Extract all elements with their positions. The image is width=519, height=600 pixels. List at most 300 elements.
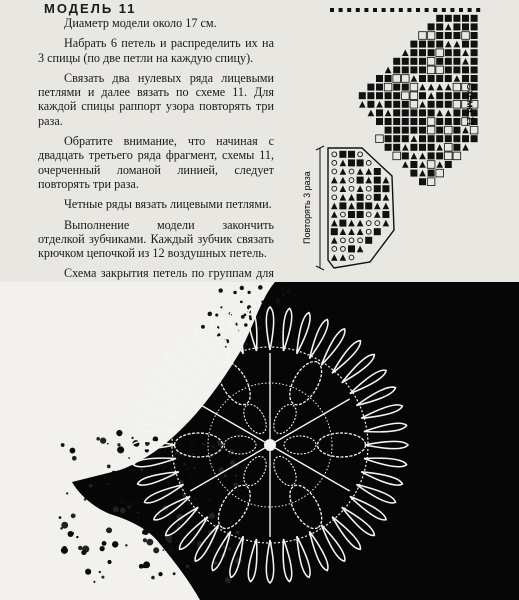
chart-cell-filled: [357, 177, 364, 184]
chart-cell-decrease: [419, 84, 426, 91]
speckle: [271, 325, 273, 327]
chart-cell-filled: [445, 75, 452, 82]
chart-cell-empty: [427, 161, 435, 169]
paragraph-rows: Связать два нулевых ряда лицевыми петлями и далее вязать по схеме 11. Для каждой спицы раппорт узора повторять три раза.: [38, 70, 274, 128]
chart-cell-filled: [471, 41, 478, 48]
chart-cell-filled: [393, 101, 400, 108]
chart-cell-yarnover: [349, 186, 354, 191]
chart-cell-filled: [453, 15, 460, 22]
chart-cell-filled: [445, 49, 452, 56]
chart-tick: [399, 8, 403, 12]
speckle: [142, 531, 146, 535]
chart-cell-filled: [436, 135, 443, 142]
chart-cell-filled: [393, 84, 400, 91]
speckle: [212, 443, 216, 447]
paragraph-finish: Выполнение модели закончить отделкой зубчиками. Каждый зубчик связать крючком цепочкой из 12 воздушных петель.: [38, 217, 274, 261]
chart-cell-filled: [453, 23, 460, 30]
chart-label: Схема 11: [464, 83, 475, 127]
chart-cell-decrease: [331, 254, 338, 261]
chart-cell-empty: [384, 83, 392, 91]
chart-cell-filled: [410, 58, 417, 65]
paragraph-cast-on: Набрать 6 петель и распределить их на 3 спицы (по две петли на каждую спицу).: [38, 36, 274, 65]
speckle: [209, 500, 211, 502]
chart-cell-decrease: [331, 237, 338, 244]
speckle: [231, 542, 238, 549]
chart-cell-filled: [402, 127, 409, 134]
chart-cell-filled: [374, 228, 381, 235]
speckle: [208, 312, 212, 316]
chart-cell-decrease: [357, 228, 364, 235]
chart-cell-filled: [357, 159, 364, 166]
chart-cell-filled: [471, 15, 478, 22]
chart-cell-filled: [428, 152, 435, 159]
chart-cell-filled: [393, 118, 400, 125]
speckle: [107, 560, 111, 564]
chart-cell-filled: [374, 194, 381, 201]
speckle: [128, 501, 134, 507]
chart-cell-decrease: [411, 75, 418, 82]
chart-cell-empty: [436, 49, 444, 57]
chart-cell-decrease: [359, 101, 366, 108]
chart-cell-filled: [419, 135, 426, 142]
speckle: [125, 544, 127, 546]
speckle: [140, 469, 143, 472]
speckle: [158, 572, 162, 576]
speckle: [85, 569, 91, 575]
chart-cell-filled: [419, 49, 426, 56]
chart-cell-decrease: [454, 75, 461, 82]
chart-cell-filled: [410, 161, 417, 168]
chart-cell-filled: [393, 66, 400, 73]
speckle: [66, 492, 68, 494]
chart-cell-decrease: [419, 153, 426, 160]
chart-cell-filled: [382, 185, 389, 192]
chart-cell-filled: [385, 127, 392, 134]
chart-cell-yarnover: [349, 169, 354, 174]
chart-cell-filled: [385, 75, 392, 82]
chart-cell-decrease: [331, 211, 338, 218]
speckle: [107, 464, 111, 468]
chart-cell-filled: [367, 101, 374, 108]
chart-cell-decrease: [445, 84, 452, 91]
chart-cell-decrease: [462, 58, 469, 65]
chart-cell-filled: [393, 135, 400, 142]
chart-cell-decrease: [357, 246, 364, 253]
chart-cell-decrease: [331, 220, 338, 227]
speckle: [219, 288, 223, 292]
speckle: [286, 289, 290, 293]
chart-cell-filled: [419, 118, 426, 125]
speckle: [99, 571, 101, 573]
chart-cell-filled: [393, 144, 400, 151]
speckle: [60, 527, 62, 529]
chart-cell-decrease: [365, 168, 372, 175]
chart-cell-filled: [462, 75, 469, 82]
chart-cell-decrease: [385, 110, 392, 117]
chart-cell-filled: [445, 118, 452, 125]
chart-cell-empty: [427, 178, 435, 186]
chart-cell-decrease: [340, 160, 347, 167]
chart-cell-filled: [445, 15, 452, 22]
chart-cell-filled: [428, 23, 435, 30]
chart-cell-filled: [462, 15, 469, 22]
chart-tick: [416, 8, 420, 12]
chart-cell-empty: [427, 126, 435, 134]
chart-cell-filled: [348, 151, 355, 158]
chart-cell-filled: [436, 41, 443, 48]
chart-cell-decrease: [428, 84, 435, 91]
speckle: [282, 293, 285, 296]
chart-cell-yarnover: [332, 169, 337, 174]
chart-cell-filled: [339, 202, 346, 209]
chart-cell-filled: [385, 144, 392, 151]
chart-cell-decrease: [419, 101, 426, 108]
chart-cell-filled: [385, 118, 392, 125]
speckle: [117, 446, 124, 453]
speckle: [120, 508, 126, 514]
chart-cell-decrease: [374, 211, 381, 218]
chart-cell-filled: [453, 58, 460, 65]
chart-cell-filled: [385, 101, 392, 108]
chart-cell-filled: [348, 211, 355, 218]
speckle: [187, 467, 190, 470]
chart-cell-decrease: [419, 170, 426, 177]
chart-cell-decrease: [365, 177, 372, 184]
chart-cell-filled: [453, 109, 460, 116]
speckle: [162, 549, 164, 551]
chart-cell-empty: [445, 152, 453, 160]
paragraph-attention: Обратите внимание, что начиная с двадцать третьего ряда фрагмент, схемы 11, очерченный ломаной линией, следует повторять три раза.: [38, 134, 274, 191]
chart-cell-decrease: [428, 92, 435, 99]
chart-cell-decrease: [383, 194, 390, 201]
chart-cell-filled: [436, 118, 443, 125]
chart-cell-yarnover: [332, 195, 337, 200]
chart-cell-decrease: [331, 177, 338, 184]
speckle: [183, 463, 185, 465]
chart-tick: [468, 8, 472, 12]
chart-cell-filled: [385, 92, 392, 99]
speckle: [146, 539, 153, 546]
chart-cell-empty: [427, 58, 435, 66]
chart-cell-filled: [445, 135, 452, 142]
speckle: [146, 443, 149, 446]
speckle: [192, 515, 194, 517]
repeat-bracket: [316, 146, 324, 270]
chart-cell-filled: [359, 92, 366, 99]
chart-cell-yarnover: [375, 221, 380, 226]
chart-cell-filled: [428, 170, 435, 177]
chart-cell-empty: [436, 169, 444, 177]
chart-cell-filled: [385, 135, 392, 142]
speckle: [59, 516, 62, 519]
chart-cell-filled: [462, 135, 469, 142]
chart-cell-filled: [428, 109, 435, 116]
chart-cell-decrease: [348, 194, 355, 201]
chart-cell-filled: [382, 211, 389, 218]
chart-cell-yarnover: [366, 161, 371, 166]
chart-cell-filled: [419, 75, 426, 82]
chart-tick: [382, 8, 386, 12]
speckle: [257, 315, 260, 318]
chart-cell-filled: [445, 66, 452, 73]
chart-cell-decrease: [462, 49, 469, 56]
chart-cell-empty: [453, 152, 461, 160]
chart-cell-filled: [471, 32, 478, 39]
chart-tick: [347, 8, 351, 12]
speckle: [70, 448, 76, 454]
speckle: [215, 313, 218, 316]
speckle: [189, 474, 194, 479]
chart-cell-filled: [402, 135, 409, 142]
speckle: [71, 513, 76, 518]
chart-tick: [330, 8, 334, 12]
speckle: [282, 287, 284, 289]
chart-grid: [330, 8, 480, 186]
chart-cell-filled: [419, 144, 426, 151]
paragraph-diameter: Диаметр модели около 17 см.: [64, 16, 217, 30]
chart-tick: [364, 8, 368, 12]
chart-cell-filled: [436, 23, 443, 30]
speckle: [244, 342, 248, 346]
chart-cell-yarnover: [366, 229, 371, 234]
chart-tick: [356, 8, 360, 12]
doily-photo: [0, 282, 519, 600]
chart-cell-decrease: [340, 228, 347, 235]
chart-cell-filled: [471, 75, 478, 82]
chart-cell-decrease: [402, 161, 409, 168]
chart-tick: [339, 8, 343, 12]
speckle: [76, 536, 78, 538]
chart-cell-filled: [428, 101, 435, 108]
chart-cell-filled: [339, 151, 346, 158]
chart-cell-filled: [393, 92, 400, 99]
speckle: [93, 482, 96, 485]
chart-cell-filled: [445, 101, 452, 108]
speckle: [192, 453, 194, 455]
chart-cell-filled: [419, 127, 426, 134]
chart-cell-decrease: [357, 185, 364, 192]
page-title: МОДЕЛЬ 11: [44, 1, 137, 16]
speckle: [159, 485, 161, 487]
speckle: [137, 512, 139, 514]
chart-cell-empty: [453, 101, 461, 109]
speckle: [165, 479, 172, 486]
chart-cell-filled: [471, 135, 478, 142]
chart-cell-filled: [331, 228, 338, 235]
speckle: [247, 291, 250, 294]
speckle: [93, 581, 95, 583]
chart-cell-filled: [410, 118, 417, 125]
chart-cell-filled: [357, 211, 364, 218]
speckle: [160, 464, 166, 470]
speckle: [100, 438, 106, 444]
chart-cell-filled: [471, 23, 478, 30]
chart-cell-empty: [410, 101, 418, 109]
chart-cell-filled: [419, 66, 426, 73]
chart-cell-decrease: [383, 177, 390, 184]
speckle: [116, 430, 122, 436]
speckle: [100, 546, 105, 551]
paragraph-bindoff: Схема закрытия петель по группам для: [64, 266, 274, 281]
speckle: [151, 576, 155, 580]
speckle: [233, 483, 237, 487]
chart-cell-filled: [436, 92, 443, 99]
chart-cell-filled: [376, 84, 383, 91]
chart-cell-filled: [453, 127, 460, 134]
speckle: [139, 564, 144, 569]
chart-tick: [433, 8, 437, 12]
chart-cell-decrease: [462, 144, 469, 151]
speckle: [143, 566, 146, 569]
chart-cell-filled: [428, 135, 435, 142]
chart-cell-empty: [445, 126, 453, 134]
chart-cell-filled: [462, 23, 469, 30]
chart-cell-filled: [393, 58, 400, 65]
chart-cell-filled: [348, 159, 355, 166]
chart-cell-filled: [402, 66, 409, 73]
chart-cell-empty: [410, 83, 418, 91]
chart-cell-empty: [410, 92, 418, 100]
speckle: [228, 547, 232, 551]
chart-cell-filled: [402, 109, 409, 116]
chart-cell-decrease: [436, 110, 443, 117]
speckle: [178, 433, 180, 435]
chart-cell-decrease: [383, 220, 390, 227]
speckle: [106, 527, 112, 533]
chart-tick: [407, 8, 411, 12]
chart-tick: [459, 8, 463, 12]
speckle: [68, 531, 74, 537]
chart-cell-filled: [436, 152, 443, 159]
chart-cell-filled: [357, 194, 364, 201]
chart-cell-decrease: [357, 220, 364, 227]
speckle: [276, 299, 280, 303]
chart-cell-empty: [445, 144, 453, 152]
chart-cell-filled: [374, 177, 381, 184]
speckle: [61, 443, 65, 447]
speckle: [230, 460, 235, 465]
speckle: [137, 516, 140, 519]
chart-cell-filled: [410, 144, 417, 151]
chart-cell-yarnover: [358, 238, 363, 243]
speckle: [131, 437, 133, 439]
chart-cell-yarnover: [366, 186, 371, 191]
chart-cell-empty: [427, 66, 435, 74]
chart-cell-empty: [393, 152, 401, 160]
chart-cell-filled: [436, 101, 443, 108]
chart-cell-yarnover: [366, 221, 371, 226]
chart-cell-filled: [445, 161, 452, 168]
chart-cell-filled: [410, 49, 417, 56]
speckle: [189, 498, 194, 503]
chart-cell-decrease: [436, 84, 443, 91]
chart-cell-filled: [436, 127, 443, 134]
chart-cell-decrease: [445, 24, 452, 31]
chart-cell-yarnover: [366, 195, 371, 200]
chart-cell-decrease: [383, 203, 390, 210]
chart-cell-filled: [410, 127, 417, 134]
chart-cell-yarnover: [341, 212, 346, 217]
speckle: [241, 315, 245, 319]
chart-repeat-fragment: [328, 148, 394, 268]
speckle: [107, 443, 109, 445]
speckle: [173, 572, 176, 575]
speckle: [143, 538, 147, 542]
speckle: [89, 484, 93, 488]
speckle: [258, 285, 263, 290]
chart-cell-yarnover: [332, 247, 337, 252]
chart-cell-filled: [419, 58, 426, 65]
chart-cell-filled: [402, 152, 409, 159]
chart-cell-decrease: [340, 194, 347, 201]
chart-tick: [425, 8, 429, 12]
chart-cell-filled: [376, 118, 383, 125]
speckle: [202, 443, 204, 445]
chart-cell-filled: [453, 144, 460, 151]
chart-cell-filled: [374, 168, 381, 175]
chart-cell-decrease: [445, 41, 452, 48]
speckle: [119, 497, 126, 504]
chart-cell-filled: [471, 66, 478, 73]
speckle: [153, 547, 159, 553]
chart-cell-decrease: [419, 161, 426, 168]
chart-tick: [390, 8, 394, 12]
speckle: [101, 576, 104, 579]
chart-cell-filled: [348, 245, 355, 252]
chart-cell-decrease: [331, 203, 338, 210]
chart-cell-empty: [376, 135, 384, 143]
chart-cell-empty: [402, 92, 410, 100]
chart-cell-decrease: [340, 168, 347, 175]
chart-cell-yarnover: [358, 152, 363, 157]
speckle: [193, 467, 195, 469]
doily-center: [264, 439, 276, 451]
chart-cell-filled: [453, 135, 460, 142]
chart-cell-yarnover: [332, 152, 337, 157]
chart-cell-filled: [419, 41, 426, 48]
speckle: [220, 306, 222, 308]
chart-cell-filled: [453, 92, 460, 99]
repeat-label: Повторять 3 раза: [302, 171, 312, 244]
chart-cell-filled: [402, 58, 409, 65]
chart-cell-filled: [462, 41, 469, 48]
speckle: [186, 564, 190, 568]
speckle: [240, 300, 243, 303]
chart-cell-filled: [445, 92, 452, 99]
speckle: [236, 531, 240, 535]
speckle: [107, 483, 109, 485]
chart-cell-filled: [471, 58, 478, 65]
speckle: [81, 550, 86, 555]
chart-cell-decrease: [445, 110, 452, 117]
chart-cell-filled: [365, 202, 372, 209]
chart-cell-yarnover: [341, 238, 346, 243]
chart-cell-filled: [436, 15, 443, 22]
speckle: [240, 286, 244, 290]
speckle: [224, 474, 227, 477]
speckle: [201, 325, 205, 329]
chart-tick: [373, 8, 377, 12]
chart-cell-filled: [376, 92, 383, 99]
chart-cell-decrease: [411, 153, 418, 160]
chart-cell-decrease: [340, 185, 347, 192]
chart-cell-filled: [402, 118, 409, 125]
speckle: [61, 547, 68, 554]
speckle: [168, 539, 172, 543]
chart-cell-empty: [419, 32, 427, 40]
speckle: [258, 326, 262, 330]
speckle: [209, 498, 211, 500]
